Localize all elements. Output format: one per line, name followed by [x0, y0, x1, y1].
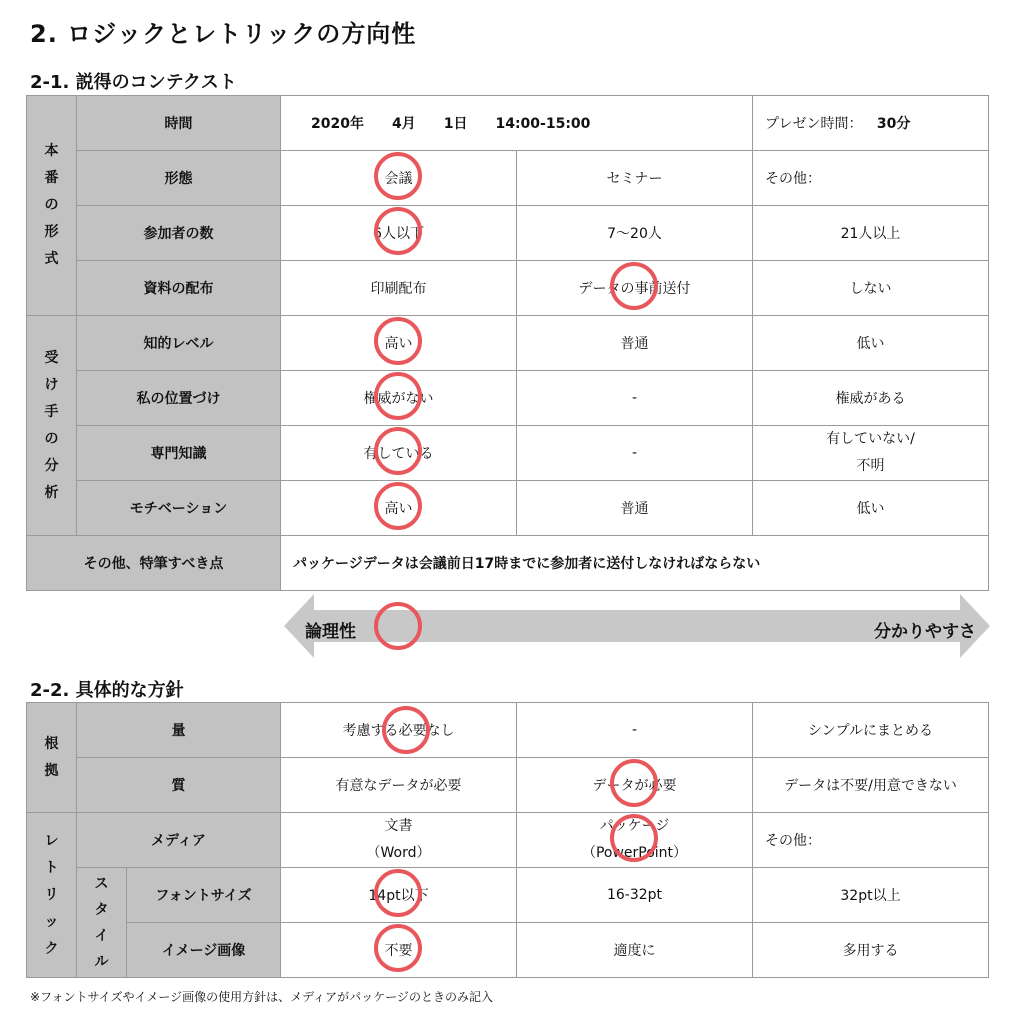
row-label-time: 時間	[77, 96, 281, 151]
row-label-media: メディア	[77, 813, 281, 868]
table-row	[27, 96, 989, 151]
table-row	[27, 923, 989, 978]
row-label-participants: 参加者の数	[77, 206, 281, 261]
row-label-expertise: 専門知識	[77, 426, 281, 481]
cell-materials-2: データの事前送付	[517, 261, 753, 316]
table-row	[27, 206, 989, 261]
cell-quality-3: データは不要/用意できない	[753, 758, 989, 813]
cell-participants-3: 21人以上	[753, 206, 989, 261]
time-hours: 14:00-15:00	[495, 116, 591, 132]
cell-format-3: その他：	[753, 151, 989, 206]
footnote: ※フォントサイズやイメージ画像の使用方針は、メディアがパッケージのときのみ記入	[30, 990, 493, 1004]
page-title: 2. ロジックとレトリックの方向性	[30, 20, 417, 48]
cell-participants-1: 6人以下	[281, 206, 517, 261]
table-row	[27, 261, 989, 316]
time-day: 1日	[443, 116, 468, 132]
table-row	[27, 426, 989, 481]
row-label-materials: 資料の配布	[77, 261, 281, 316]
arrow-right-label: 分かりやすさ	[874, 622, 976, 642]
time-value	[281, 96, 753, 151]
cell-position-1: 権威がない	[281, 371, 517, 426]
row-label-images: イメージ画像	[127, 923, 281, 978]
cell-expertise-2: -	[517, 426, 753, 481]
cell-format-2: セミナー	[517, 151, 753, 206]
cell-media-2	[517, 813, 753, 868]
cell-expertise-3-line1: 有していない/	[826, 431, 915, 447]
cell-position-3: 権威がある	[753, 371, 989, 426]
table-row	[27, 758, 989, 813]
row-label-quantity: 量	[77, 703, 281, 758]
cell-motivation-2: 普通	[517, 481, 753, 536]
cell-expertise-1: 有している	[281, 426, 517, 481]
row-label-format: 形態	[77, 151, 281, 206]
category-ukete: 受 け 手 の 分 析	[27, 316, 77, 536]
cell-motivation-3: 低い	[753, 481, 989, 536]
table-row	[27, 813, 989, 868]
presentation-time-value: 30分	[876, 116, 911, 132]
presentation-time-label: プレゼン時間：	[765, 116, 863, 132]
cell-intellect-2: 普通	[517, 316, 753, 371]
cell-expertise-3	[753, 426, 989, 481]
row-label-motivation: モチベーション	[77, 481, 281, 536]
cell-participants-2: 7〜20人	[517, 206, 753, 261]
table-row	[27, 371, 989, 426]
row-label-fontsize: フォントサイズ	[127, 868, 281, 923]
category-honban: 本 番 の 形 式	[27, 96, 77, 316]
policy-table	[26, 702, 989, 978]
cell-media-2-line1: パッケージ	[599, 818, 670, 834]
section1-heading: 2-1. 説得のコンテクスト	[30, 72, 237, 93]
cell-images-2: 適度に	[517, 923, 753, 978]
cell-quantity-2: -	[517, 703, 753, 758]
row-label-other: その他、特筆すべき点	[27, 536, 281, 591]
cell-intellect-3: 低い	[753, 316, 989, 371]
cell-materials-1: 印刷配布	[281, 261, 517, 316]
cell-format-1: 会議	[281, 151, 517, 206]
cell-media-1	[281, 813, 517, 868]
arrow-left-label: 論理性	[305, 622, 356, 642]
cell-quantity-1: 考慮する必要なし	[281, 703, 517, 758]
table-row	[27, 151, 989, 206]
presentation-time	[753, 96, 989, 151]
cell-media-3: その他：	[753, 813, 989, 868]
cell-motivation-1: 高い	[281, 481, 517, 536]
table-row	[27, 316, 989, 371]
table-row	[27, 868, 989, 923]
cell-images-1: 不要	[281, 923, 517, 978]
category-style: ス タ イ ル	[77, 868, 127, 978]
cell-media-1-line1: 文書	[384, 818, 413, 834]
cell-quality-2: データが必要	[517, 758, 753, 813]
cell-expertise-3-line2: 不明	[856, 458, 885, 474]
section2-heading: 2-2. 具体的な方針	[30, 680, 184, 701]
row-label-quality: 質	[77, 758, 281, 813]
category-rhetoric: レ ト リ ッ ク	[27, 813, 77, 978]
row-label-position: 私の位置づけ	[77, 371, 281, 426]
table-row	[27, 536, 989, 591]
cell-intellect-1: 高い	[281, 316, 517, 371]
cell-fontsize-3: 32pt以上	[753, 868, 989, 923]
context-table	[26, 95, 989, 591]
cell-fontsize-1: 14pt以下	[281, 868, 517, 923]
cell-media-2-line2: （PowerPoint）	[581, 845, 688, 861]
cell-images-3: 多用する	[753, 923, 989, 978]
category-konkyo: 根 拠	[27, 703, 77, 813]
table-row	[27, 481, 989, 536]
time-month: 4月	[391, 116, 416, 132]
cell-quantity-3: シンプルにまとめる	[753, 703, 989, 758]
cell-fontsize-2: 16-32pt	[517, 868, 753, 923]
cell-position-2: -	[517, 371, 753, 426]
cell-media-1-line2: （Word）	[366, 845, 431, 861]
time-year: 2020年	[311, 116, 364, 132]
table-row	[27, 703, 989, 758]
cell-other-value: パッケージデータは会議前日17時までに参加者に送付しなければならない	[281, 536, 989, 591]
cell-quality-1: 有意なデータが必要	[281, 758, 517, 813]
cell-materials-3: しない	[753, 261, 989, 316]
row-label-intellect: 知的レベル	[77, 316, 281, 371]
